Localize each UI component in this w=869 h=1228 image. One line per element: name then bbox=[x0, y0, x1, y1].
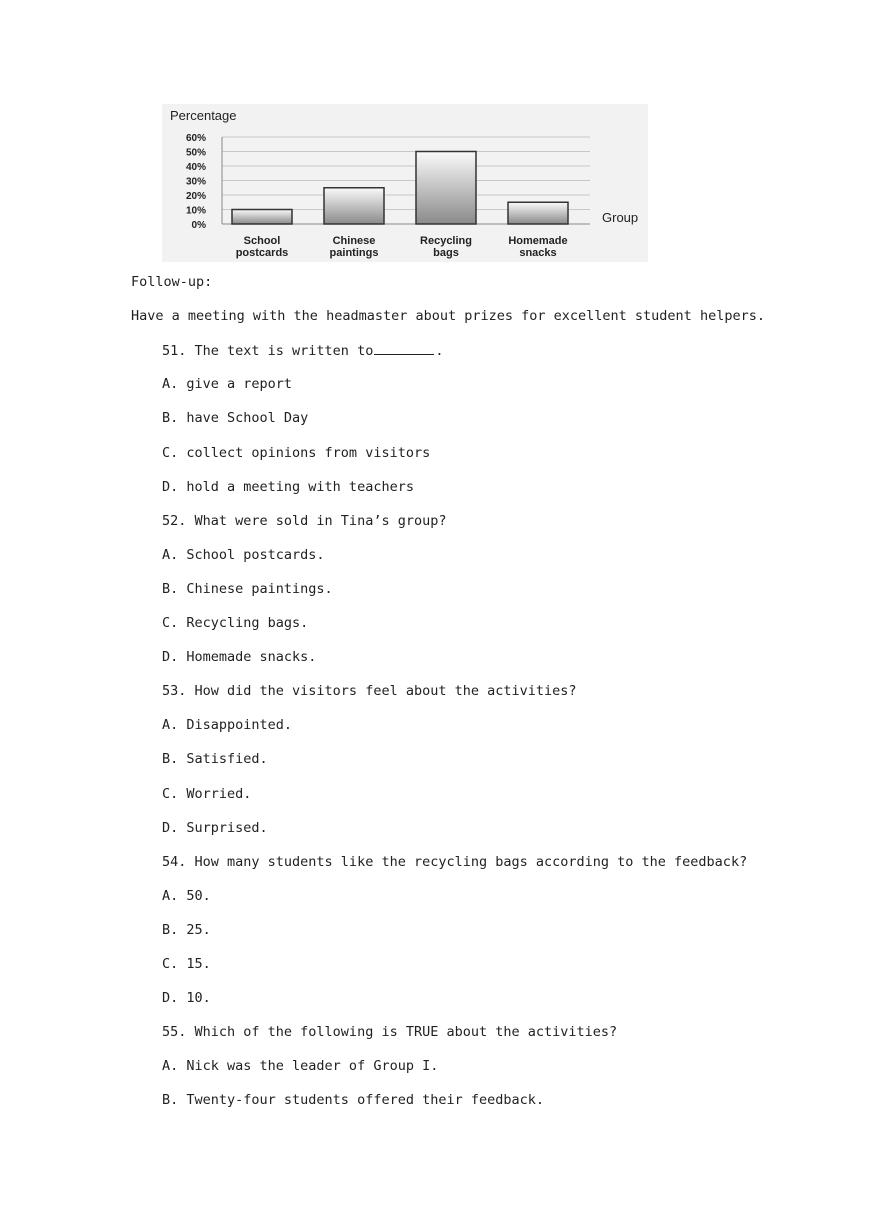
followup-heading bbox=[131, 274, 212, 290]
y-tick-label: 20% bbox=[185, 191, 206, 202]
question-stem bbox=[162, 1024, 617, 1040]
answer-option bbox=[162, 751, 268, 767]
y-tick-label: 50% bbox=[185, 147, 206, 159]
answer-option-text: D. hold a meeting with teachers bbox=[162, 478, 414, 495]
question-stem-text: 52. What were sold in Tina’s group? bbox=[162, 512, 447, 529]
answer-option bbox=[162, 445, 430, 461]
answer-option bbox=[162, 1058, 438, 1074]
answer-option bbox=[162, 1092, 544, 1108]
answer-option-text: C. 15. bbox=[162, 956, 211, 972]
answer-option bbox=[162, 717, 292, 733]
question-stem bbox=[162, 513, 446, 529]
answer-option bbox=[162, 786, 251, 802]
y-tick-label: 10% bbox=[185, 205, 206, 217]
answer-option bbox=[162, 649, 316, 665]
x-tick-label: snacks bbox=[519, 247, 557, 259]
question-stem bbox=[162, 854, 747, 870]
question-stem-text: 53. How did the visitors feel about the activities? bbox=[162, 683, 577, 700]
answer-option-text: D. Surprised. bbox=[162, 819, 268, 836]
answer-blank bbox=[374, 342, 434, 355]
followup-body-text: Have a meeting with the headmaster about prizes for excellent student helpers. bbox=[131, 308, 765, 325]
bar-chart-svg bbox=[162, 104, 648, 262]
answer-option bbox=[162, 410, 308, 426]
question-stem-text: 54. How many students like the recycling bags according to the feedback? bbox=[162, 853, 748, 870]
answer-option-text: A. Nick was the leader of Group I. bbox=[162, 1058, 439, 1075]
answer-option bbox=[162, 990, 211, 1006]
x-tick-label: bags bbox=[433, 247, 459, 259]
answer-option-text: C. collect opinions from visitors bbox=[162, 444, 431, 461]
question-stem bbox=[162, 683, 577, 699]
answer-option-text: A. 50. bbox=[162, 887, 211, 904]
x-tick-label: Chinese bbox=[332, 235, 376, 247]
answer-option-text: B. 25. bbox=[162, 921, 211, 938]
answer-option-text: B. Chinese paintings. bbox=[162, 580, 333, 597]
answer-option-text: D. Homemade snacks. bbox=[162, 649, 317, 666]
answer-option bbox=[162, 376, 292, 392]
x-axis-label: Group bbox=[602, 210, 639, 225]
question-stem-end: . bbox=[435, 343, 444, 360]
answer-option bbox=[162, 820, 268, 836]
answer-option-text: B. Twenty-four students offered their feedback. bbox=[162, 1092, 545, 1109]
answer-option bbox=[162, 615, 308, 631]
followup-text bbox=[131, 308, 765, 324]
y-tick-label: 0% bbox=[191, 220, 206, 231]
answer-option-text: B. Satisfied. bbox=[162, 751, 268, 768]
answer-option-text: B. have School Day bbox=[162, 410, 309, 427]
y-tick-label: 60% bbox=[185, 133, 206, 144]
answer-option bbox=[162, 956, 211, 972]
answer-option-text: C. Worried. bbox=[162, 785, 252, 802]
answer-option bbox=[162, 581, 333, 597]
x-tick-label: School bbox=[243, 235, 281, 247]
bar bbox=[508, 202, 568, 224]
y-axis-label: Percentage bbox=[170, 108, 237, 123]
bar bbox=[324, 188, 384, 224]
answer-option-text: D. 10. bbox=[162, 990, 211, 1007]
y-tick-label: 30% bbox=[185, 176, 206, 188]
x-tick-label: Recycling bbox=[420, 235, 472, 247]
question-stem bbox=[162, 342, 443, 359]
bar bbox=[232, 210, 292, 225]
bar bbox=[416, 152, 476, 225]
question-stem-text: 51. The text is written to bbox=[162, 343, 374, 360]
answer-option bbox=[162, 547, 325, 563]
answer-option-text: A. Disappointed. bbox=[162, 717, 293, 734]
answer-option-text: A. School postcards. bbox=[162, 546, 325, 563]
bar-chart bbox=[162, 104, 648, 262]
x-tick-label: postcards bbox=[235, 247, 289, 259]
followup-heading-text: Follow-up: bbox=[131, 274, 213, 290]
answer-option-text: A. give a report bbox=[162, 376, 293, 393]
answer-option bbox=[162, 888, 211, 904]
x-tick-label: Homemade bbox=[508, 235, 568, 247]
answer-option bbox=[162, 922, 211, 938]
answer-option-text: C. Recycling bags. bbox=[162, 615, 309, 631]
question-stem-text: 55. Which of the following is TRUE about the activities? bbox=[162, 1024, 618, 1041]
y-tick-label: 40% bbox=[185, 162, 206, 173]
answer-option bbox=[162, 479, 414, 495]
x-tick-label: paintings bbox=[329, 247, 379, 259]
